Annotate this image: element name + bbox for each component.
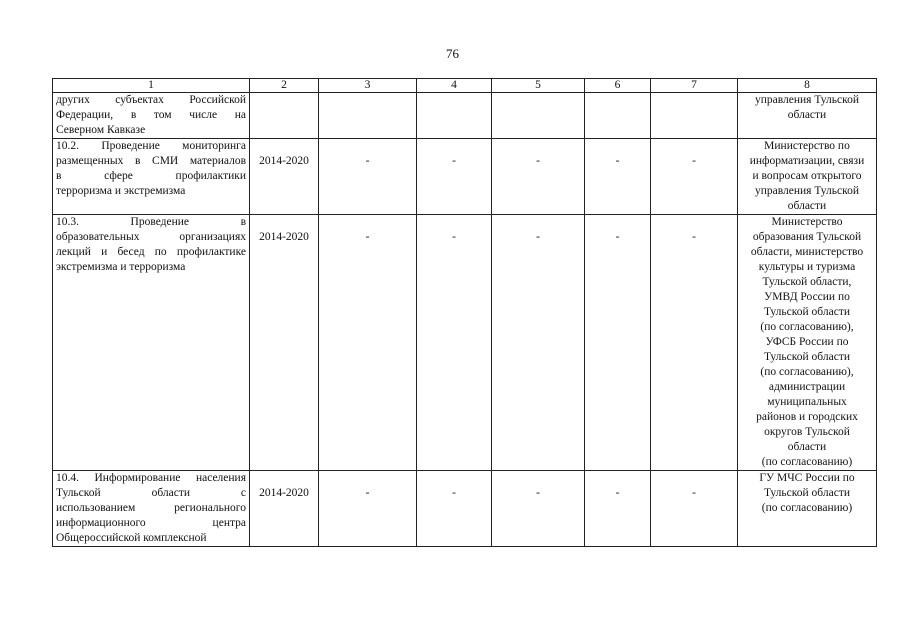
column-header: 8 (738, 79, 877, 93)
table-row (53, 471, 877, 547)
description-line: терроризма и экстремизма (56, 185, 186, 197)
table-body (53, 93, 877, 547)
funding-cell (585, 93, 651, 139)
funding-cell: - (492, 215, 585, 471)
responsible-line: и вопросам открытого (752, 170, 862, 182)
column-header: 3 (319, 79, 417, 93)
responsible-line: культуры и туризма (758, 261, 856, 273)
responsible-line: (по согласованию) (761, 502, 853, 514)
period-cell: 2014-2020 (250, 215, 319, 471)
activity-description (53, 139, 250, 215)
description-line: лекций и бесед по профилактике (56, 246, 246, 258)
funding-cell (492, 93, 585, 139)
description-line: других субъектах Российской (56, 94, 246, 106)
responsible-line: управления Тульской (754, 94, 860, 106)
funding-cell: - (319, 139, 417, 215)
description-line: 10.3. Проведение в (56, 216, 246, 228)
table-row (53, 215, 877, 471)
responsible-line: Тульской области, (762, 276, 852, 288)
funding-cell: - (651, 139, 738, 215)
plan-table (52, 78, 877, 547)
description-line: образовательных организациях (56, 231, 246, 243)
funding-cell (651, 93, 738, 139)
activity-description (53, 93, 250, 139)
funding-cell (417, 93, 492, 139)
responsible-line: УМВД России по (764, 291, 850, 303)
funding-cell: - (319, 215, 417, 471)
responsible-line: Тульской области (763, 487, 850, 499)
responsible-line: муниципальных (767, 396, 847, 408)
funding-cell: - (651, 215, 738, 471)
responsible-line: Министерство (771, 216, 843, 228)
description-line: Федерации, в том числе на (56, 109, 246, 121)
page-number: 76 (446, 46, 459, 61)
responsible-line: области (787, 441, 827, 453)
responsible-line: (по согласованию), (760, 366, 854, 378)
column-header: 6 (585, 79, 651, 93)
funding-cell: - (585, 471, 651, 547)
funding-cell (319, 93, 417, 139)
description-line: 10.2. Проведение мониторинга (56, 140, 246, 152)
funding-cell: - (319, 471, 417, 547)
description-line: 10.4. Информирование населения (56, 472, 246, 484)
description-line: использованием регионального (56, 502, 246, 514)
column-header: 5 (492, 79, 585, 93)
activity-description (53, 471, 250, 547)
description-line: Общероссийской комплексной (56, 532, 207, 544)
responsible-line: ГУ МЧС России по (759, 472, 855, 484)
responsible-line: области (787, 200, 827, 212)
description-line: информационного центра (56, 517, 246, 529)
funding-cell: - (417, 215, 492, 471)
responsible-line: администрации (768, 381, 846, 393)
funding-cell: - (585, 215, 651, 471)
responsible-line: области, министерство (750, 246, 864, 258)
period-cell (250, 93, 319, 139)
funding-cell: - (417, 139, 492, 215)
responsible-line: области (787, 109, 827, 121)
funding-cell: - (651, 471, 738, 547)
responsible-line: образования Тульской (752, 231, 862, 243)
responsible-line: округов Тульской (764, 426, 850, 438)
responsible-line: управления Тульской (754, 185, 860, 197)
column-header: 7 (651, 79, 738, 93)
responsible-line: Министерство по (764, 140, 850, 152)
description-line: Тульской области с (56, 487, 246, 499)
responsible-executor (738, 93, 877, 139)
description-line: экстремизма и терроризма (56, 261, 186, 273)
responsible-line: (по согласованию) (761, 456, 853, 468)
responsible-line: (по согласованию), (760, 321, 854, 333)
funding-cell: - (492, 139, 585, 215)
responsible-line: районов и городских (756, 411, 858, 423)
description-line: в сфере профилактики (56, 170, 246, 182)
column-header: 2 (250, 79, 319, 93)
period-cell: 2014-2020 (250, 139, 319, 215)
column-header: 1 (53, 79, 250, 93)
responsible-line: Тульской области (763, 306, 850, 318)
description-line: Северном Кавказе (56, 124, 146, 136)
responsible-executor (738, 215, 877, 471)
funding-cell: - (492, 471, 585, 547)
table-row (53, 93, 877, 139)
funding-cell: - (585, 139, 651, 215)
responsible-line: УФСБ России по (765, 336, 849, 348)
responsible-line: информатизации, связи (749, 155, 865, 167)
responsible-line: Тульской области (763, 351, 850, 363)
responsible-executor (738, 471, 877, 547)
activity-description (53, 215, 250, 471)
period-cell: 2014-2020 (250, 471, 319, 547)
funding-cell: - (417, 471, 492, 547)
table-row (53, 139, 877, 215)
table-header-row (53, 79, 877, 93)
responsible-executor (738, 139, 877, 215)
description-line: размещенных в СМИ материалов (56, 155, 246, 167)
column-header: 4 (417, 79, 492, 93)
